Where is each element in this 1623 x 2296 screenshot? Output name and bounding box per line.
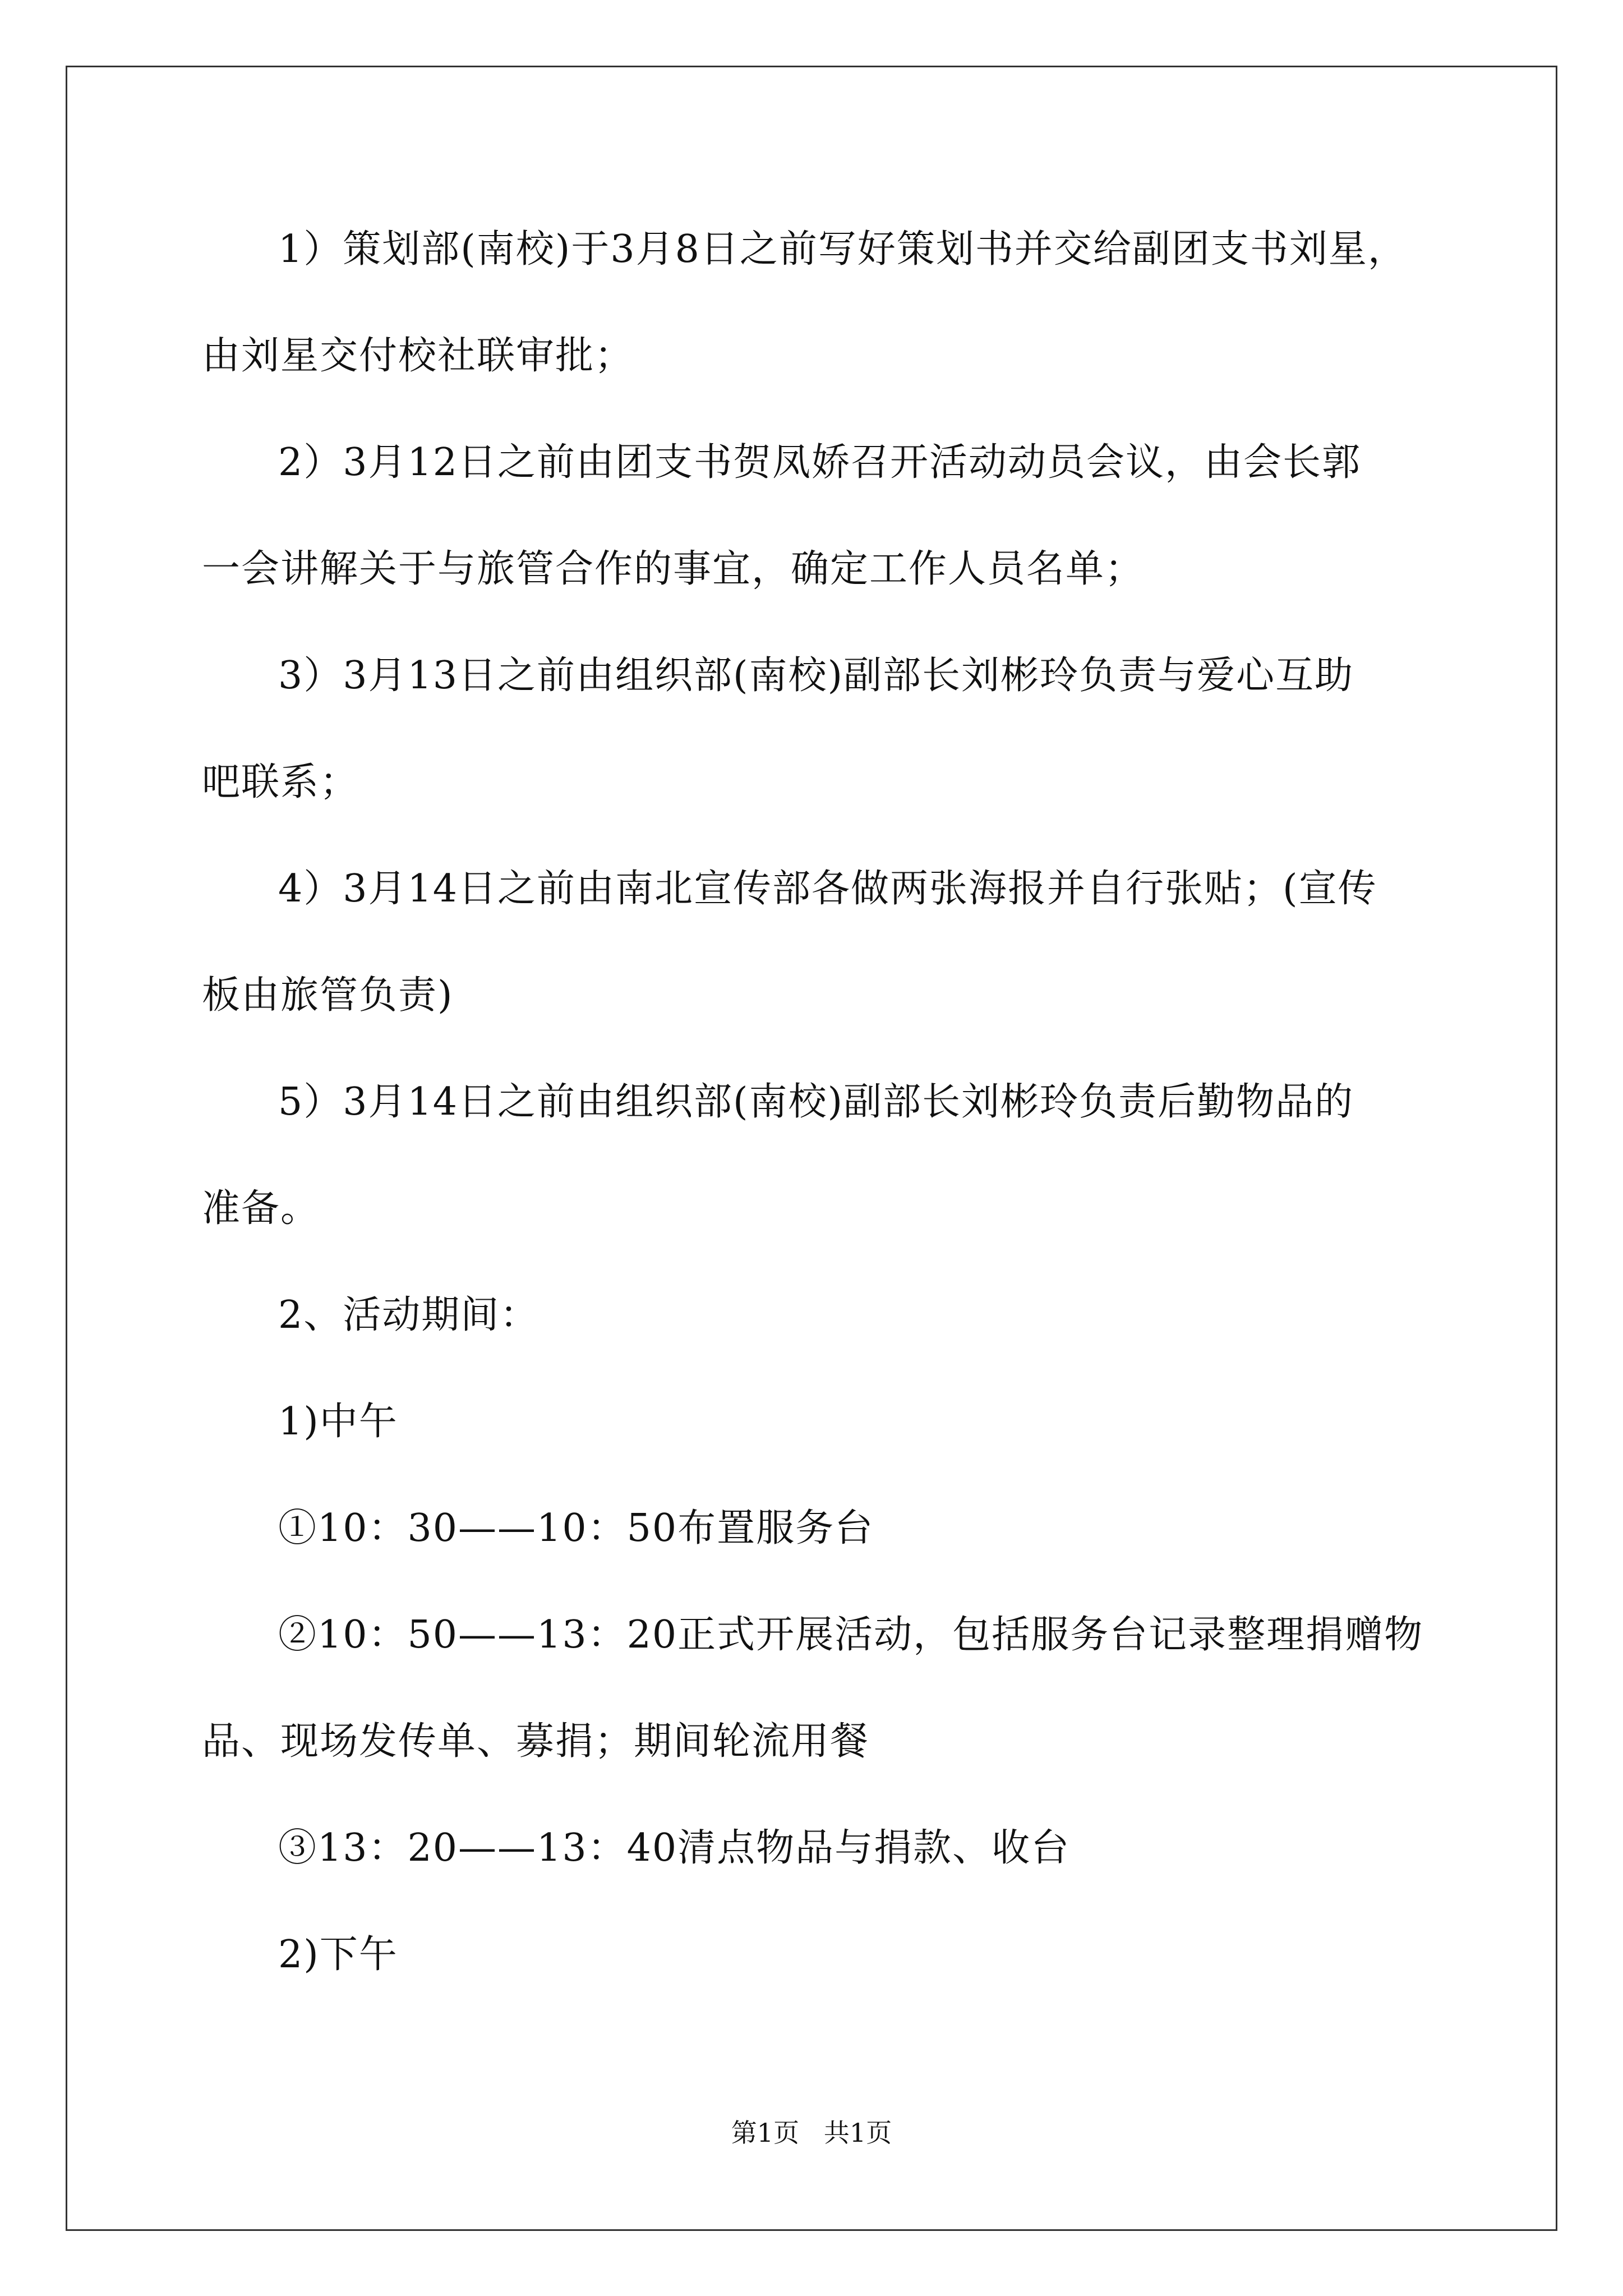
line-5: 3）3月13日之前由组织部(南校)副部长刘彬玲负责与爱心互助: [278, 654, 1354, 698]
line-4: 一会讲解关于与旅管合作的事宜，确定工作人员名单；: [202, 547, 1145, 591]
line-9: 5）3月14日之前由组织部(南校)副部长刘彬玲负责后勤物品的: [278, 1080, 1354, 1124]
line-11: 2、活动期间：: [278, 1293, 540, 1337]
line-6: 吧联系；: [202, 760, 359, 804]
line-13: ①10：30——10：50布置服务台: [278, 1506, 874, 1550]
line-2: 由刘星交付校社联审批；: [202, 334, 634, 378]
line-10: 准备。: [202, 1186, 320, 1231]
line-16: ③13：20——13：40清点物品与捐款、收台: [278, 1826, 1071, 1870]
line-14: ②10：50——13：20正式开展活动，包括服务台记录整理捐赠物: [278, 1613, 1424, 1657]
line-12: 1)中午: [278, 1400, 398, 1444]
document-body: [202, 224, 1430, 2036]
line-17: 2)下午: [278, 1932, 398, 1977]
line-3: 2）3月12日之前由团支书贺凤娇召开活动动员会议，由会长郭: [278, 440, 1362, 485]
line-7: 4）3月14日之前由南北宣传部各做两张海报并自行张贴；(宣传: [278, 867, 1377, 911]
line-1: 1）策划部(南校)于3月8日之前写好策划书并交给副团支书刘星，: [278, 227, 1407, 272]
line-15: 品、现场发传单、募捐；期间轮流用餐: [202, 1719, 870, 1764]
line-8: 板由旅管负责): [202, 973, 454, 1018]
page-footer: 第1页 共1页: [731, 2118, 892, 2148]
